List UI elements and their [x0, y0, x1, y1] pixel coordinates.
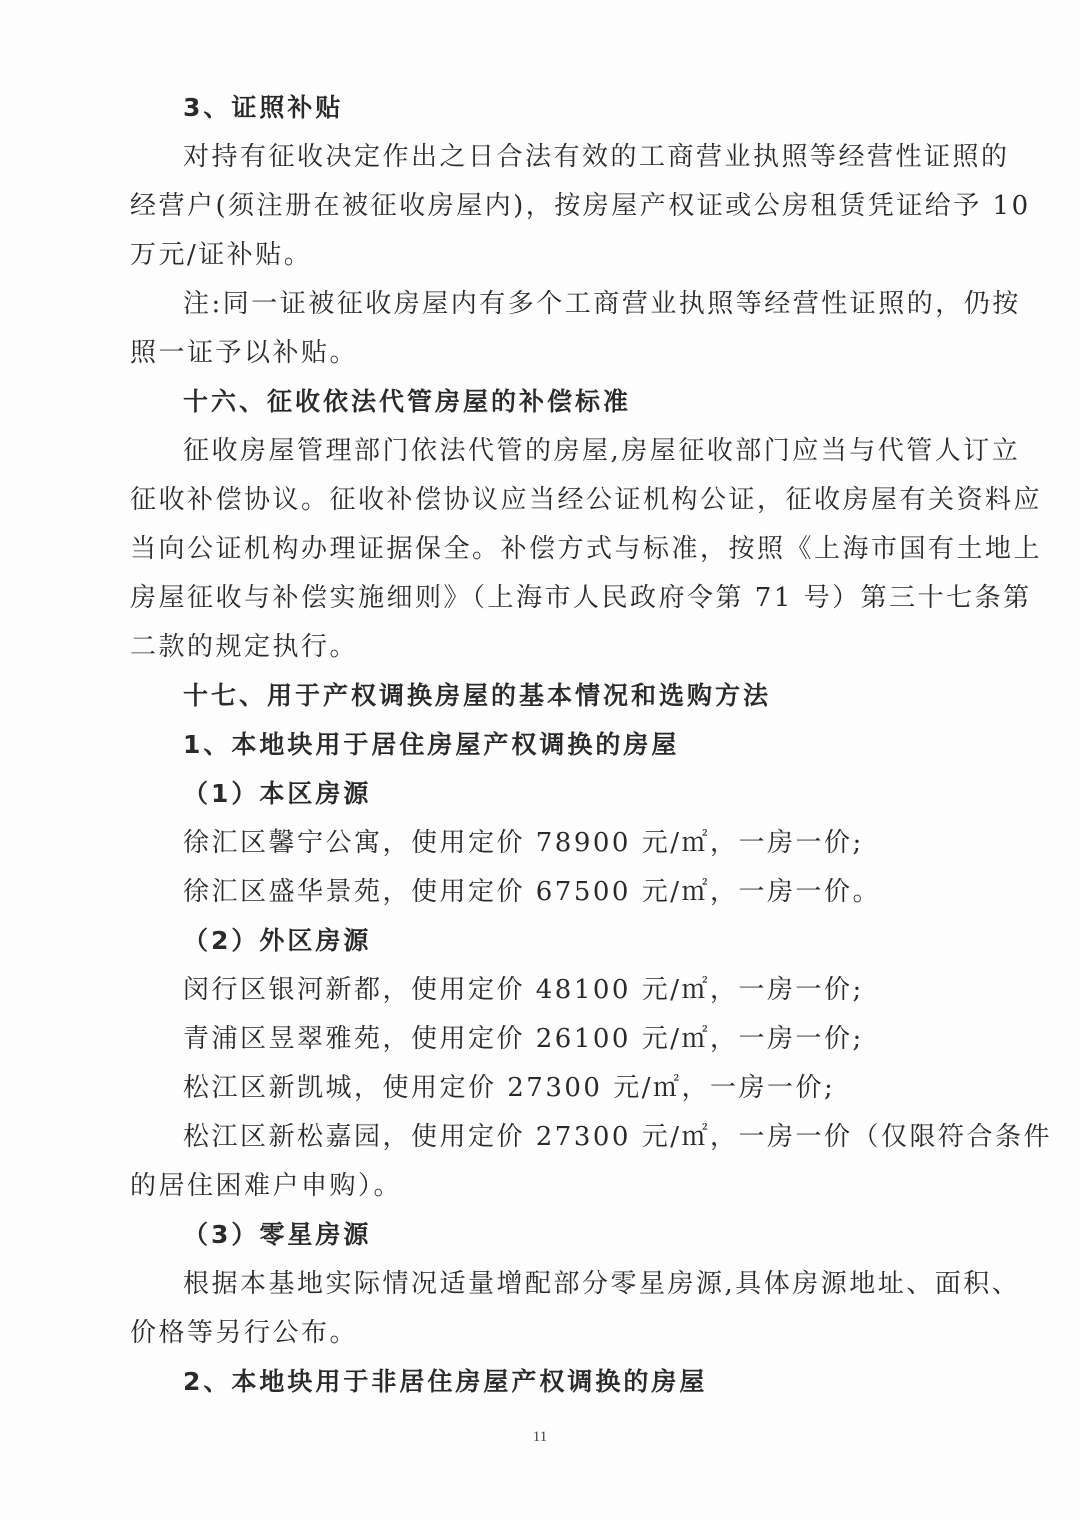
paragraph-line: 万元/证补贴。: [130, 240, 313, 270]
paragraph-line: 房屋征收与补偿实施细则》（上海市人民政府令第 71 号）第三十七条第: [130, 583, 1032, 613]
list-item: 闵行区银河新都，使用定价 48100 元/㎡，一房一价;: [183, 975, 864, 1005]
note-line: 照一证予以补贴。: [130, 338, 359, 368]
paragraph-line: 根据本基地实际情况适量增配部分零星房源,具体房源地址、面积、: [183, 1269, 1021, 1299]
list-item: 松江区新松嘉园，使用定价 27300 元/㎡，一房一价（仅限符合条件: [183, 1122, 1052, 1152]
list-item: 青浦区昱翠雅苑，使用定价 26100 元/㎡，一房一价;: [183, 1024, 864, 1054]
section-heading-managed-housing: 十六、征收依法代管房屋的补偿标准: [183, 387, 632, 416]
paragraph-line: 价格等另行公布。: [130, 1318, 359, 1348]
paragraph-line: 当向公证机构办理证据保全。补偿方式与标准，按照《上海市国有土地上: [130, 534, 1043, 564]
list-item: 的居住困难户申购）。: [130, 1171, 403, 1201]
page-number: 11: [532, 1429, 548, 1445]
paragraph-line: 征收补偿协议。征收补偿协议应当经公证机构公证，征收房屋有关资料应: [130, 485, 1043, 515]
subsection-heading-scattered-housing: （3）零星房源: [183, 1220, 372, 1249]
subsection-heading-other-district-housing: （2）外区房源: [183, 926, 372, 955]
list-item: 徐汇区盛华景苑，使用定价 67500 元/㎡，一房一价。: [183, 877, 881, 907]
paragraph-line: 经营户(须注册在被征收房屋内)，按房屋产权证或公房租赁凭证给予 10: [130, 191, 1031, 221]
paragraph-line: 对持有征收决定作出之日合法有效的工商营业执照等经营性证照的: [183, 142, 1010, 172]
section-heading-certificate-subsidy: 3、证照补贴: [183, 93, 344, 122]
paragraph-line: 征收房屋管理部门依法代管的房屋,房屋征收部门应当与代管人订立: [183, 436, 1021, 466]
subsection-heading-local-housing: （1）本区房源: [183, 779, 372, 808]
subsection-heading-non-residential: 2、本地块用于非居住房屋产权调换的房屋: [183, 1367, 708, 1396]
paragraph-line: 二款的规定执行。: [130, 632, 359, 662]
note-line: 注:同一证被征收房屋内有多个工商营业执照等经营性证照的，仍按: [183, 289, 1021, 319]
section-heading-property-exchange: 十七、用于产权调换房屋的基本情况和选购方法: [183, 681, 772, 710]
list-item: 徐汇区馨宁公寓，使用定价 78900 元/㎡，一房一价;: [183, 828, 864, 858]
list-item: 松江区新凯城，使用定价 27300 元/㎡，一房一价;: [183, 1073, 836, 1103]
subsection-heading-residential: 1、本地块用于居住房屋产权调换的房屋: [183, 730, 680, 759]
